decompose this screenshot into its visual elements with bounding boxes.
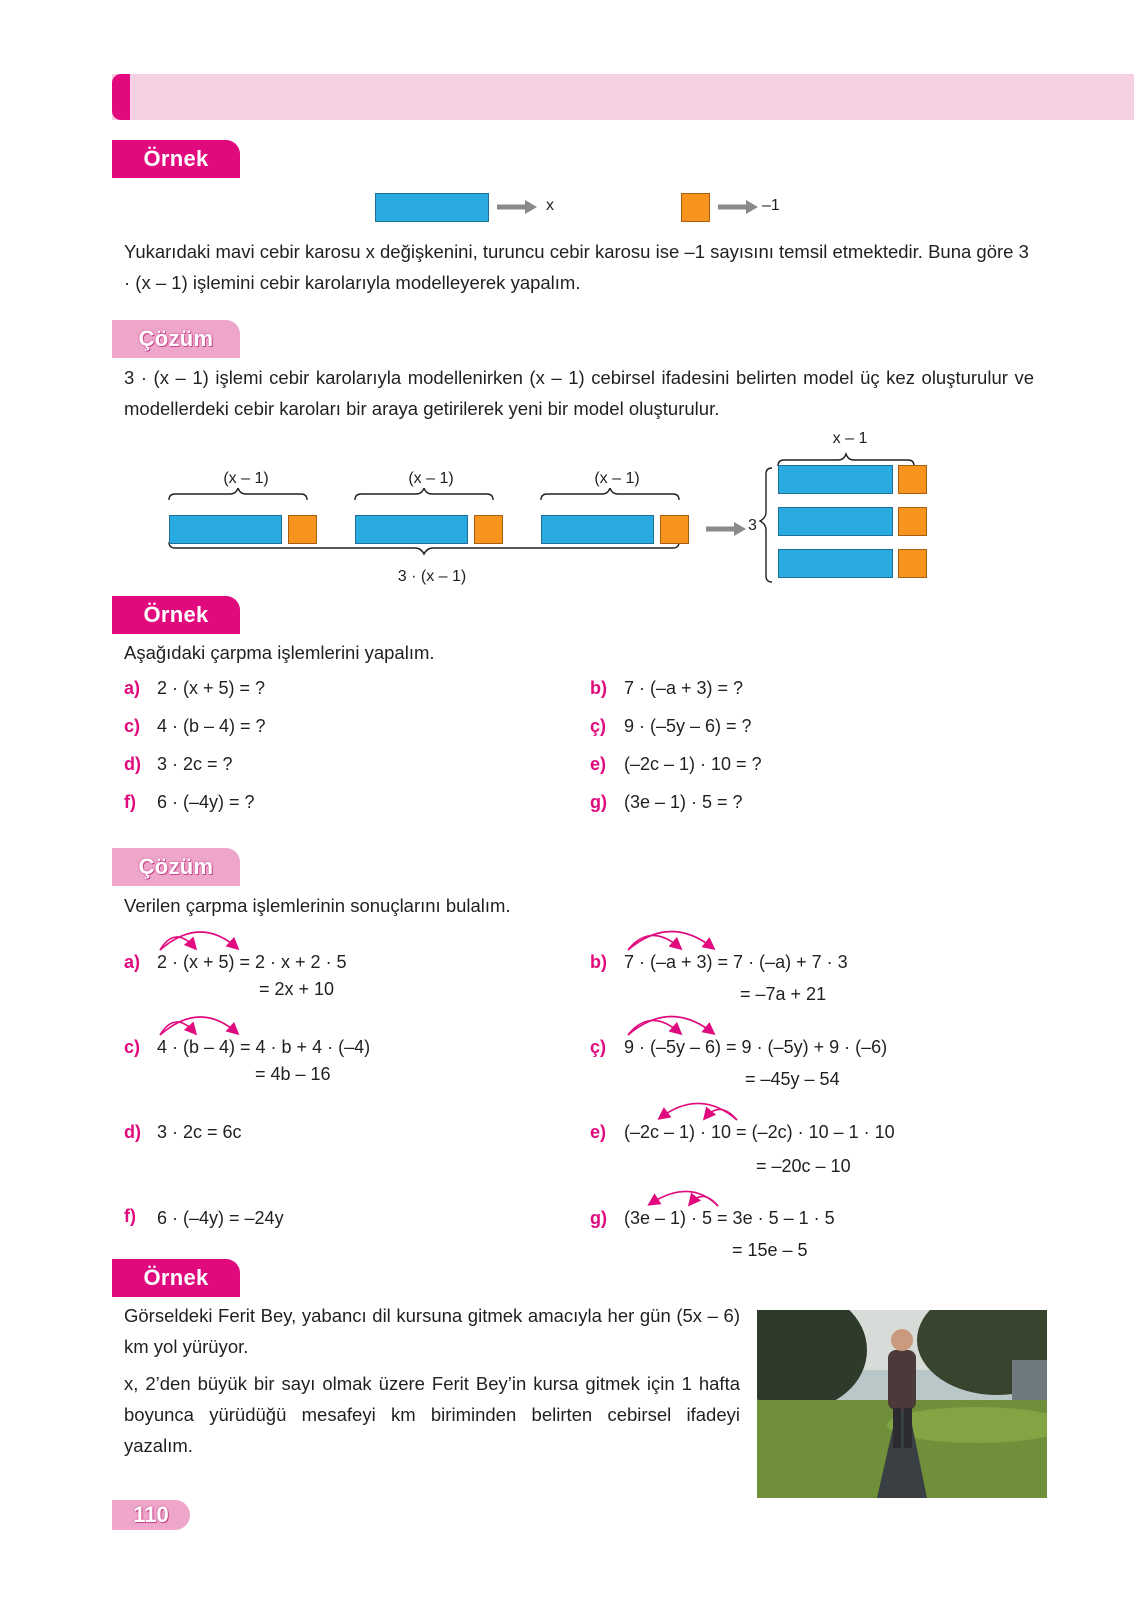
solution-line: 3 · 2c = 6c <box>157 1122 242 1142</box>
solution-label: d) <box>124 1122 141 1142</box>
solution-tag: Çözüm <box>112 848 240 886</box>
problem-label: a) <box>124 678 141 698</box>
solution-label: a) <box>124 952 141 972</box>
solution-label: b) <box>590 952 607 972</box>
problem-expr: 6 · (–4y) = ? <box>157 792 255 812</box>
solution-label: e) <box>590 1122 607 1142</box>
example3-paragraph: Görseldeki Ferit Bey, yabancı dil kursuna gitmek amacıyla her gün (5x – 6) km yol yürüyor. <box>124 1305 740 1357</box>
group-label: (x – 1) <box>408 470 454 487</box>
solution-line: 6 · (–4y) = –24y <box>157 1208 284 1228</box>
example-tag: Örnek <box>112 140 240 178</box>
walking-man-photo <box>757 1310 1047 1498</box>
solution-tag: Çözüm <box>112 320 240 358</box>
solution-label: f) <box>124 1206 136 1226</box>
problem-expr: (3e – 1) · 5 = ? <box>624 792 743 812</box>
solution-line: (–2c – 1) · 10 = (–2c) · 10 – 1 · 10 <box>624 1122 895 1142</box>
solution2-intro: Verilen çarpma işlemlerinin sonuçlarını bulalım. <box>124 895 511 916</box>
problem-expr: 2 · (x + 5) = ? <box>157 678 266 698</box>
solution-line: = 2x + 10 <box>259 979 335 999</box>
solution-line: = –20c – 10 <box>756 1156 851 1176</box>
solution-line: = 4b – 16 <box>255 1064 331 1084</box>
problem-label: c) <box>124 716 141 736</box>
problem-label: b) <box>590 678 607 698</box>
result-side-label: 3 <box>748 517 757 534</box>
solution-label: ç) <box>590 1037 607 1057</box>
solution-line: = –7a + 21 <box>740 984 827 1004</box>
problem-label: ç) <box>590 716 607 736</box>
problem-expr: 7 · (–a + 3) = ? <box>624 678 744 698</box>
solution-line: 2 · (x + 5) = 2 · x + 2 · 5 <box>157 952 347 972</box>
problem-label: e) <box>590 754 607 774</box>
example-tag: Örnek <box>112 596 240 634</box>
solution1-text: 3 · (x – 1) işlemi cebir karolarıyla modellenirken (x – 1) cebirsel ifadesini belirten model üç kez oluşturulur ve modellerdeki cebir karoları bir araya getirilerek yeni bir model oluşturulur. <box>124 367 1034 419</box>
problem-expr: 3 · 2c = ? <box>157 754 233 774</box>
solution-line: (3e – 1) · 5 = 3e · 5 – 1 · 5 <box>624 1208 835 1228</box>
problem-expr: 4 · (b – 4) = ? <box>157 716 266 736</box>
solution-line: 9 · (–5y – 6) = 9 · (–5y) + 9 · (–6) <box>624 1037 888 1057</box>
problem-label: d) <box>124 754 141 774</box>
orange-tile-meaning: –1 <box>762 197 780 214</box>
problem-label: f) <box>124 792 136 812</box>
example2-intro: Aşağıdaki çarpma işlemlerini yapalım. <box>124 642 435 663</box>
group-label: (x – 1) <box>594 470 640 487</box>
result-top-label: x – 1 <box>832 430 868 447</box>
example1-text: Yukarıdaki mavi cebir karosu x değişkenini, turuncu cebir karosu ise –1 sayısını temsil etmektedir. Buna göre 3 · (x – 1) işlemini cebir karolarıyla modelleyerek yapalım. <box>124 241 1029 293</box>
blue-tile-meaning: x <box>546 197 554 214</box>
solution-line: 7 · (–a + 3) = 7 · (–a) + 7 · 3 <box>624 952 848 972</box>
problem-expr: (–2c – 1) · 10 = ? <box>624 754 762 774</box>
problem-expr: 9 · (–5y – 6) = ? <box>624 716 752 736</box>
solution-line: = –45y – 54 <box>745 1069 840 1089</box>
page-number: 110 <box>112 1500 190 1530</box>
solution-line: 4 · (b – 4) = 4 · b + 4 · (–4) <box>157 1037 371 1057</box>
solution-label: c) <box>124 1037 141 1057</box>
example-tag: Örnek <box>112 1259 240 1297</box>
solution-line: = 15e – 5 <box>732 1240 808 1260</box>
group-label: (x – 1) <box>223 470 269 487</box>
example3-paragraph: x, 2’den büyük bir sayı olmak üzere Ferit Bey’in kursa gitmek için 1 hafta boyunca yürüdüğü mesafeyi km biriminden belirten cebirsel ifadeyi yazalım. <box>124 1373 740 1456</box>
problem-label: g) <box>590 792 607 812</box>
solution-label: g) <box>590 1208 607 1228</box>
total-label: 3 · (x – 1) <box>397 568 467 585</box>
